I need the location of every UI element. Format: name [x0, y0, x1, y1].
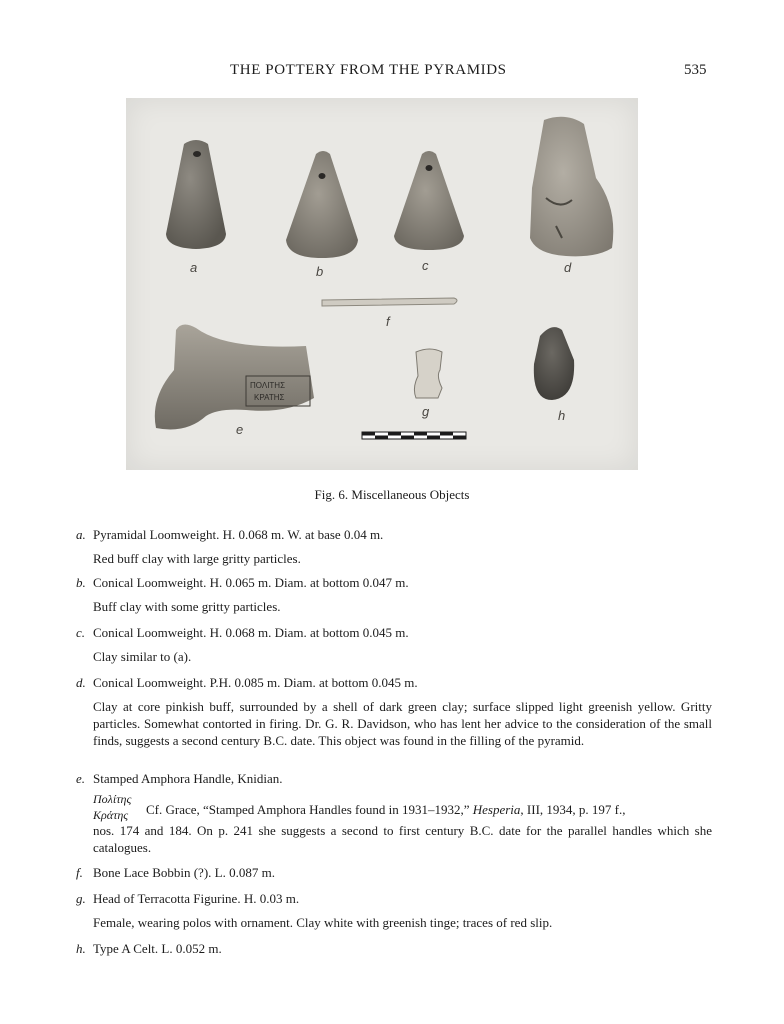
stamp-line-2: ΚΡΑΤΗΣ — [254, 393, 285, 402]
page-number: 535 — [684, 62, 707, 78]
object-f-bobbin — [322, 298, 457, 306]
object-h-celt — [534, 327, 574, 400]
entry-title: Stamped Amphora Handle, Knidian. — [93, 771, 283, 786]
object-g-figurine-head — [414, 349, 442, 398]
reference-journal: Hesperia — [472, 802, 521, 817]
label-b: b — [316, 264, 324, 279]
entry-title: Conical Loomweight. H. 0.068 m. Diam. at bottom 0.045 m. — [93, 625, 409, 640]
entry-title: Head of Terracotta Figurine. H. 0.03 m. — [93, 891, 300, 906]
running-head — [0, 62, 784, 82]
label-g: g — [422, 404, 430, 419]
entry-letter: f. — [76, 865, 83, 880]
greek-name-2: Κράτης — [93, 808, 129, 822]
object-b-hole — [319, 173, 326, 179]
entry-letter: d. — [76, 675, 86, 690]
figure-photo — [126, 98, 638, 470]
running-title: THE POTTERY FROM THE PYRAMIDS — [230, 62, 507, 78]
entry-letter: h. — [76, 941, 86, 956]
object-e-amphora-handle — [155, 324, 314, 429]
scale-bar — [362, 432, 466, 439]
entry-title: Conical Loomweight. P.H. 0.085 m. Diam. at bottom 0.045 m. — [93, 675, 418, 690]
entry-description: Red buff clay with large gritty particles. — [93, 551, 301, 566]
greek-name-1: Πολίτης — [93, 792, 132, 806]
entry-reference-continued: nos. 174 and 184. On p. 241 she suggests a second to first century B.C. date for the parallel handles which she catalogues. — [93, 823, 712, 855]
entry-title: Type A Celt. L. 0.052 m. — [93, 941, 222, 956]
label-d: d — [564, 260, 572, 275]
figure-caption: Fig. 6. Miscellaneous Objects — [314, 487, 470, 502]
label-h: h — [558, 408, 566, 423]
entry-title: Bone Lace Bobbin (?). L. 0.087 m. — [93, 865, 275, 880]
label-a: a — [190, 260, 198, 275]
label-c: c — [422, 258, 429, 273]
entry-title: Conical Loomweight. H. 0.065 m. Diam. at bottom 0.047 m. — [93, 575, 409, 590]
object-d-loomweight — [530, 117, 613, 257]
object-a-hole — [193, 151, 201, 157]
label-e: e — [236, 422, 244, 437]
entry-description: Clay at core pinkish buff, surrounded by a shell of dark green clay; surface slipped light greenish yellow. Gritty particles. Somewhat contorted in firing. Dr. G. R. Davidson, who has lent her advice to the consideration of the small finds, suggests a second century B.C. date. This object was found in the filling of the pyramid. — [93, 699, 712, 748]
reference-details: , III, 1934, p. 197 f., — [520, 802, 626, 817]
figure-plate — [126, 98, 638, 470]
entry-description: Buff clay with some gritty particles. — [93, 599, 281, 614]
entry-letter: g. — [76, 891, 86, 906]
entry-description: Female, wearing polos with ornament. Clay white with greenish tinge; traces of red slip. — [93, 915, 553, 930]
label-f: f — [386, 314, 390, 329]
entry-description: Clay similar to (a). — [93, 649, 192, 664]
object-b-loomweight — [286, 151, 358, 258]
entry-letter: b. — [76, 575, 86, 590]
entry-title: Pyramidal Loomweight. H. 0.068 m. W. at base 0.04 m. — [93, 527, 384, 542]
reference-text: Cf. Grace, “Stamped Amphora Handles found in 1931–1932,” — [146, 802, 473, 817]
entry-letter: a. — [76, 527, 86, 542]
stamp-line-1: ΠΟΛΙΤΗΣ — [250, 381, 286, 390]
object-c-hole — [426, 165, 433, 171]
entry-reference — [146, 801, 625, 818]
entry-letter: e. — [76, 771, 86, 786]
entry-letter: c. — [76, 625, 86, 640]
